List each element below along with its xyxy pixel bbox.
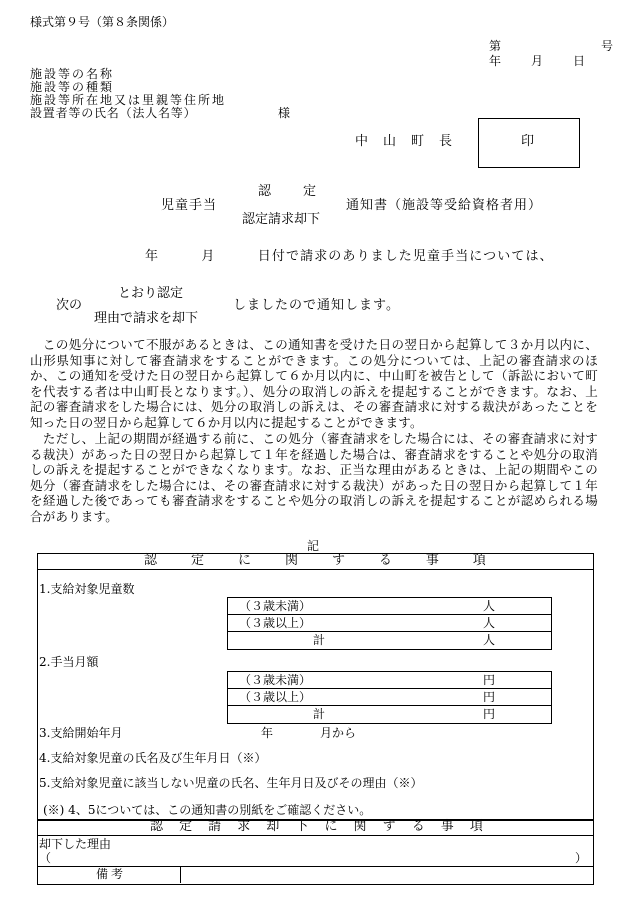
remarks-label: 備考 <box>96 867 127 881</box>
children-total-unit: 人 <box>483 633 496 647</box>
issuer: 中 山 町 長 <box>355 134 454 149</box>
decision-suffix: しましたので通知します。 <box>233 298 400 313</box>
approval-header-char: 項 <box>472 553 486 568</box>
children-total-label: 計 <box>313 633 326 647</box>
children-under3-label: （３歳未満） <box>239 599 312 613</box>
children-over3-unit: 人 <box>483 616 496 630</box>
facility-type-label: 施設等の種類 <box>30 80 115 94</box>
approval-header-char: 事 <box>425 553 439 568</box>
amount-over3-unit: 円 <box>483 690 496 704</box>
rejection-header-char: 認 <box>150 819 164 834</box>
start-label: 3.支給開始年月 <box>39 726 123 740</box>
approval-header-char: 関 <box>284 553 298 568</box>
children-under3-unit: 人 <box>483 599 496 613</box>
monthly-amount-label: 2.手当月額 <box>39 655 99 669</box>
approval-header <box>144 554 486 568</box>
form-number: 様式第９号（第８条関係） <box>30 15 175 29</box>
rejection-header-char: る <box>411 819 425 834</box>
doc-number-label: 第 号 <box>489 39 616 53</box>
start-year: 年 <box>261 726 274 740</box>
approval-header-char: 認 <box>144 553 158 568</box>
amount-total-label: 計 <box>313 707 326 721</box>
rejection-header-char: 定 <box>179 819 193 834</box>
divider <box>227 705 552 706</box>
rejection-header-char: 事 <box>440 819 454 834</box>
divider <box>227 688 552 689</box>
title-top: 認 定 <box>258 184 319 199</box>
title-left: 児童手当 <box>161 198 218 213</box>
seal-mark: 印 <box>521 134 535 149</box>
rejection-header-char: 求 <box>237 819 251 834</box>
intro-line: 年 月 日付で請求のありました児童手当については、 <box>145 249 554 264</box>
appeal-paragraph-2: ただし、上記の期間が経過する前に、この処分（審査請求をした場合には、その審査請求に対する裁決）があった日の翌日から起算して１年を経過した場合は、審査請求をすることや処分の取消しの訴えを提起することができなくなります。なお、正当な理由があるときは、上記の期間やこの処分（審査請求をした場合には、その審査請求に対する裁決）があった日の翌日から起算して１年を経過した後であっても審査請求をすることや処分の取消しの訴えを提起することが認められる場合があります。 <box>30 431 598 524</box>
divider <box>180 866 181 883</box>
approval-header-char: 定 <box>190 553 204 568</box>
rejection-reason-label: 却下した理由 <box>39 837 112 851</box>
date-label: 年 月 日 <box>489 54 588 68</box>
paren-close: ） <box>575 851 588 865</box>
address-label: 施設等所在地又は里親等住所地 <box>30 93 227 107</box>
start-month-from: 月から <box>320 726 357 740</box>
rejection-header-char: 却 <box>266 819 280 834</box>
amount-over3-label: （３歳以上） <box>239 690 312 704</box>
amount-under3-unit: 円 <box>483 673 496 687</box>
children-count-label: 1.支給対象児童数 <box>39 582 135 596</box>
title-bottom: 認定請求却下 <box>242 212 321 227</box>
rejection-header-char: に <box>324 819 338 834</box>
paren-open: （ <box>39 851 52 865</box>
rejection-header-char: す <box>382 819 396 834</box>
title-right: 通知書（施設等受給資格者用） <box>346 198 543 213</box>
approval-header-char: す <box>331 553 345 568</box>
divider <box>37 835 594 836</box>
rejection-header-char: 関 <box>353 819 367 834</box>
divider <box>227 631 552 632</box>
divider <box>227 614 552 615</box>
item4-label: 4.支給対象児童の氏名及び生年月日（※） <box>39 751 267 765</box>
amount-under3-label: （３歳未満） <box>239 673 312 687</box>
ki-mark: 記 <box>307 539 320 553</box>
children-over3-label: （３歳以上） <box>239 616 312 630</box>
appeal-paragraph-1: この処分について不服があるときは、この通知書を受けた日の翌日から起算して３か月以内に、山形県知事に対して審査請求をすることができます。この処分については、上記の審査請求のほか、この通知を受けた日の翌日から起算して６か月以内に、中山町を被告として（訴訟において町を代表する者は中山町長となります。）、処分の取消しの訴えを提起することができます。なお、上記の審査請求をした場合には、処分の取消しの訴えは、その審査請求に対する裁決があったことを知った日の翌日から起算して６か月以内に提起することができます。 <box>30 337 598 430</box>
decision-option-approve: とおり認定 <box>118 286 184 301</box>
decision-prefix: 次の <box>56 298 83 313</box>
facility-name-label: 施設等の名称 <box>30 67 115 81</box>
amount-total-unit: 円 <box>483 707 496 721</box>
divider <box>37 569 594 570</box>
rejection-header-char: 下 <box>295 819 309 834</box>
rejection-header-char: 請 <box>208 819 222 834</box>
decision-option-reject: 理由で請求を却下 <box>94 311 199 326</box>
rejection-header-char: 項 <box>469 819 483 834</box>
honorific: 様 <box>278 106 291 120</box>
approval-header-char: る <box>378 553 392 568</box>
founder-label: 設置者等の氏名（法人名等） <box>30 106 197 120</box>
approval-header-char: に <box>237 553 251 568</box>
note: (※) 4、5については、この通知書の別紙をご確認ください。 <box>43 803 372 817</box>
item5-label: 5.支給対象児童に該当しない児童の氏名、生年月日及びその理由（※） <box>39 776 423 790</box>
rejection-header <box>150 820 483 834</box>
